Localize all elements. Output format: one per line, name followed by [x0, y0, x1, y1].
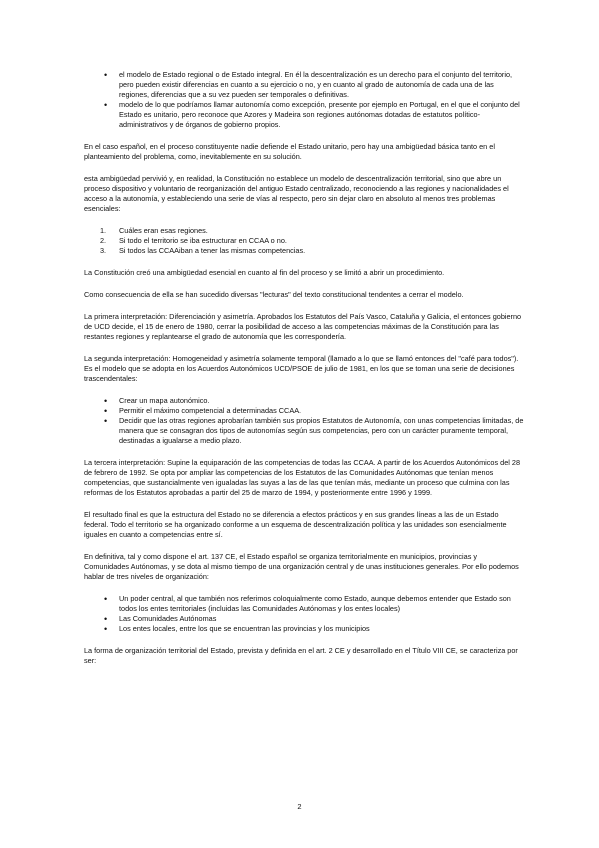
list-number: 1. [100, 226, 107, 235]
list-item [84, 246, 524, 256]
list-item: • modelo de lo que podríamos llamar autonomía como excepción, presente por ejemplo en Portugal, en el que el conjunto del Estado es unitario, pero reconoce que Azores y Madeira son regiones autónomas dotadas de estatutos político-administrativos y de órganos de gobierno propios. [84, 100, 524, 130]
paragraph: La forma de organización territorial del Estado, prevista y definida en el art. 2 CE y desarrollado en el Título VIII CE, se caracteriza por ser: [84, 646, 518, 665]
paragraph: La tercera interpretación: Supine la equiparación de las competencias de todas las CCAA. A partir de los Acuerdos Autonómicos del 28 de febrero de 1992. Se opta por ampliar las competencias de los Estatutos de las Comunidades Autónomas que tenían menos competencias, que sustancialmente ven igualadas las suyas a las de las que tenían más, mediante un proceso que culmina con las reformas de los Estatutos aprobadas a partir del 25 de marzo de 1994, y posteriormente entre 1996 y 1999. [84, 458, 521, 497]
paragraph: esta ambigüedad pervivió y, en realidad, la Constitución no establece un modelo de descentralización territorial, sino que abre un proceso dispositivo y voluntario de reorganización del antiguo Estado centralizado, reconociendo a las regiones y nacionalidades el acceso a la autonomía, y estableciendo una serie de vías al respecto, pero sin dejar claro en absoluto al menos tres problemas esenciales: [84, 174, 509, 213]
list-item: • el modelo de Estado regional o de Estado integral. En él la descentralización es un derecho para el conjunto del territorio, pero pueden existir diferencias en cuanto a su ejercicio o no, y en cuanto al grado de autonomía de cada una de las regiones, diferencias que a su vez pueden ser temporales o definitivas. [84, 70, 524, 100]
list-item: • Un poder central, al que también nos referimos coloquialmente como Estado, aunque debemos entender que Estado son todos los entes territoriales (incluidas las Comunidades Autónomas y los entes locales) [84, 594, 524, 614]
list-item: • Las Comunidades Autónomas [84, 614, 524, 624]
paragraph: En el caso español, en el proceso constituyente nadie defiende el Estado unitario, pero hay una ambigüedad básica tanto en el planteamiento del problema, como, inevitablemente en su solución. [84, 142, 495, 161]
bullet-list-decisions [84, 396, 524, 446]
numbered-list-problems [84, 226, 524, 256]
list-item-text: Cuáles eran esas regiones. [119, 226, 208, 235]
list-item [84, 226, 524, 236]
paragraph: La Constitución creó una ambigüedad esencial en cuanto al fin del proceso y se limitó a abrir un procedimiento. [84, 268, 445, 277]
paragraph: El resultado final es que la estructura del Estado no se diferencia a efectos prácticos y en sus grandes líneas a las de un Estado federal. Todo el territorio se ha organizado conforme a un esquema de descentralización política y las unidades son esencialmente iguales en cuanto a competencias entre sí. [84, 510, 507, 539]
list-item: • Permitir el máximo competencial a determinadas CCAA. [84, 406, 524, 416]
list-number: 2. [100, 236, 107, 245]
list-item-text: Si todos las CCAAiban a tener las mismas competencias. [119, 246, 306, 255]
document-page [84, 70, 524, 678]
paragraph: La primera interpretación: Diferenciación y asimetría. Aprobados los Estatutos del País Vasco, Cataluña y Galicia, el entonces gobierno de UCD decide, el 15 de enero de 1980, cerrar la posibilidad de acceso a las competencias máximas de la Constitución para las restantes regiones y replantearse el grado de autonomía que les correspondería. [84, 312, 522, 341]
list-item: • Crear un mapa autonómico. [84, 396, 524, 406]
list-item [84, 236, 524, 246]
list-number: 3. [100, 246, 107, 255]
paragraph: La segunda interpretación: Homogeneidad y asimetría solamente temporal (llamado a lo que se llamó entonces del "café para todos"). Es el modelo que se adopta en los Acuerdos Autonómicos UCD/PSOE de julio de 1981, en los que se toman una serie de decisiones trascendentales: [84, 354, 519, 383]
list-item: • Decidir que las otras regiones aprobarían también sus propios Estatutos de Autonomía, con unas competencias limitadas, de manera que se consagran dos tipos de autonomías según sus competencias, pero con un carácter puramente temporal, destinadas a igualarse a medio plazo. [84, 416, 524, 446]
page-number: 2 [297, 802, 302, 811]
bullet-list-models [84, 70, 524, 130]
list-item: • Los entes locales, entre los que se encuentran las provincias y los municipios [84, 624, 524, 634]
paragraph: En definitiva, tal y como dispone el art. 137 CE, el Estado español se organiza territorialmente en municipios, provincias y Comunidades Autónomas, y se dota al mismo tiempo de una organización central y de unas instituciones generales. Por ello podemos hablar de tres niveles de organización: [84, 552, 519, 581]
paragraph: Como consecuencia de ella se han sucedido diversas "lecturas" del texto constitucional tendentes a cerrar el modelo. [84, 290, 464, 299]
bullet-list-levels [84, 594, 524, 634]
list-item-text: Si todo el territorio se iba estructurar en CCAA o no. [119, 236, 287, 245]
